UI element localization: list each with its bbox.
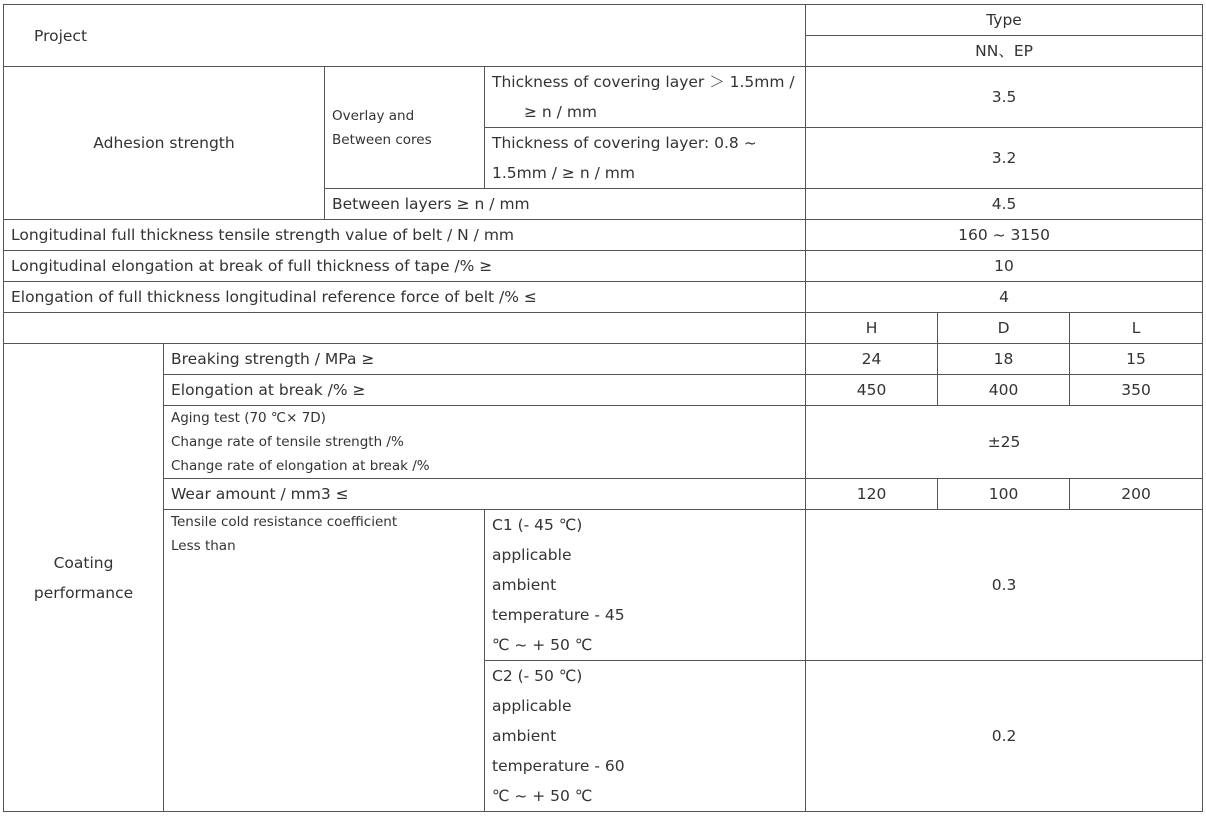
overlay-label-line2: Between cores xyxy=(332,131,432,148)
aging-row xyxy=(4,406,1203,479)
grade-l: L xyxy=(1070,313,1203,344)
breaking-strength-row xyxy=(4,344,1203,375)
between-layers-label: Between layers ≥ n / mm xyxy=(325,189,806,220)
breaking-strength-h: 24 xyxy=(806,344,938,375)
belt-row xyxy=(4,282,1203,313)
c1-line: ℃ ~ + 50 ℃ xyxy=(492,636,593,654)
covering-thick-value: 3.5 xyxy=(806,67,1203,128)
c1-line: temperature - 45 xyxy=(492,606,625,624)
breaking-strength-label: Breaking strength / MPa ≥ xyxy=(164,344,806,375)
aging-value: ±25 xyxy=(806,406,1203,479)
covering-thin-line1: Thickness of covering layer: 0.8 ~ xyxy=(492,134,757,152)
coating-label-line1: Coating xyxy=(53,553,114,572)
wear-d: 100 xyxy=(938,479,1070,510)
wear-label: Wear amount / mm3 ≤ xyxy=(164,479,806,510)
belt-row-label: Elongation of full thickness longitudinal reference force of belt /% ≤ xyxy=(4,282,806,313)
cold-c1-row xyxy=(4,510,1203,661)
adhesion-row-1 xyxy=(4,67,1203,128)
aging-line1: Aging test (70 ℃× 7D) xyxy=(171,410,326,426)
aging-line3: Change rate of elongation at break /% xyxy=(171,458,430,474)
breaking-strength-d: 18 xyxy=(938,344,1070,375)
grade-header-row xyxy=(4,313,1203,344)
conveyor-belt-spec-table xyxy=(3,4,1203,812)
elongation-h: 450 xyxy=(806,375,938,406)
covering-thick-line1: Thickness of covering layer ＞ 1.5mm / xyxy=(492,73,795,91)
spec-table-container xyxy=(3,4,1203,812)
elongation-l: 350 xyxy=(1070,375,1203,406)
belt-row xyxy=(4,251,1203,282)
belt-row-value: 10 xyxy=(806,251,1203,282)
grade-header-empty xyxy=(4,313,806,344)
wear-l: 200 xyxy=(1070,479,1203,510)
c2-line: C2 (- 50 ℃) xyxy=(492,667,583,685)
belt-row-value: 4 xyxy=(806,282,1203,313)
header-row-1 xyxy=(4,5,1203,36)
c1-line: ambient xyxy=(492,576,557,594)
covering-thin-line2: 1.5mm / ≥ n / mm xyxy=(492,164,635,182)
cold-c2-label xyxy=(485,661,806,812)
header-project-label: Project xyxy=(34,26,88,45)
aging-label xyxy=(164,406,806,479)
header-project xyxy=(4,5,806,67)
covering-thin-label xyxy=(485,128,806,189)
breaking-strength-l: 15 xyxy=(1070,344,1203,375)
cold-resistance-label xyxy=(164,510,485,812)
covering-thick-label xyxy=(485,67,806,128)
cold-label-line1: Tensile cold resistance coefficient xyxy=(171,514,398,530)
wear-row xyxy=(4,479,1203,510)
grade-h: H xyxy=(806,313,938,344)
c2-line: applicable xyxy=(492,697,572,715)
c1-line: applicable xyxy=(492,546,572,564)
elongation-row xyxy=(4,375,1203,406)
between-layers-value: 4.5 xyxy=(806,189,1203,220)
overlay-between-cores-label xyxy=(325,67,485,189)
coating-performance-label xyxy=(4,344,164,812)
cold-label-line2: Less than xyxy=(171,538,236,554)
c2-line: ℃ ~ + 50 ℃ xyxy=(492,787,593,805)
belt-row-label: Longitudinal elongation at break of full thickness of tape /% ≥ xyxy=(4,251,806,282)
coating-label-line2: performance xyxy=(33,583,134,602)
wear-h: 120 xyxy=(806,479,938,510)
belt-row-label: Longitudinal full thickness tensile strength value of belt / N / mm xyxy=(4,220,806,251)
grade-d: D xyxy=(938,313,1070,344)
belt-row xyxy=(4,220,1203,251)
overlay-label-line1: Overlay and xyxy=(332,107,415,124)
elongation-d: 400 xyxy=(938,375,1070,406)
aging-line2: Change rate of tensile strength /% xyxy=(171,434,404,450)
cold-c1-value: 0.3 xyxy=(806,510,1203,661)
covering-thick-line2: ≥ n / mm xyxy=(524,103,598,121)
c1-line: C1 (- 45 ℃) xyxy=(492,516,583,534)
cold-c2-value: 0.2 xyxy=(806,661,1203,812)
elongation-label: Elongation at break /% ≥ xyxy=(164,375,806,406)
c2-line: temperature - 60 xyxy=(492,757,625,775)
cold-c1-label xyxy=(485,510,806,661)
header-type-value: NN、EP xyxy=(806,36,1203,67)
belt-row-value: 160 ~ 3150 xyxy=(806,220,1203,251)
header-type: Type xyxy=(806,5,1203,36)
adhesion-strength-label: Adhesion strength xyxy=(4,67,325,220)
c2-line: ambient xyxy=(492,727,557,745)
covering-thin-value: 3.2 xyxy=(806,128,1203,189)
